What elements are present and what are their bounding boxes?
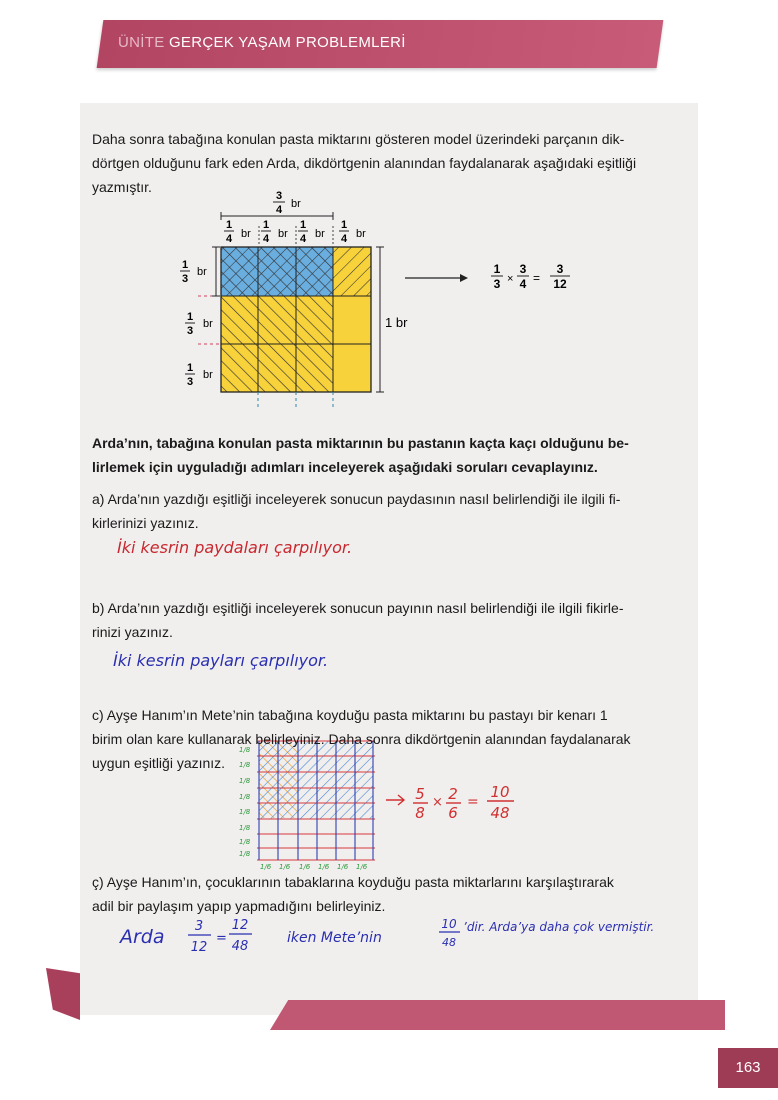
eq-den: 48 — [490, 804, 510, 822]
unit-label: br — [278, 228, 288, 240]
quarter-label — [261, 219, 288, 245]
svg-text:1/8: 1/8 — [239, 850, 251, 858]
unit-label: br — [291, 198, 301, 210]
quarter-label — [339, 219, 366, 245]
quarter-label — [224, 219, 251, 245]
answer-word: iken Mete’nin — [287, 930, 382, 946]
eq-den: 8 — [415, 804, 425, 822]
question-line: c) Ayşe Hanım’ın Mete’nin tabağına koyduğu pasta miktarını bu pastayı bir kenarı 1 — [92, 707, 608, 723]
model1-equation — [405, 262, 570, 291]
frac-den: 4 — [340, 233, 348, 245]
corner-ribbon-bottom — [270, 1000, 725, 1030]
svg-text:1/8: 1/8 — [239, 808, 251, 816]
svg-text:1/6: 1/6 — [260, 863, 272, 871]
frac-num: 1 — [186, 362, 194, 374]
frac-den: 4 — [225, 233, 233, 245]
frac-num: 1 — [225, 219, 233, 231]
eq-den: 12 — [553, 277, 567, 291]
header-unit-prefix: ÜNİTE — [118, 34, 165, 51]
question-line: kirlerinizi yazınız. — [92, 515, 199, 531]
question-line: birim olan kare kullanarak belirleyiniz. Daha sonra dikdörtgenin alanından faydalanarak — [92, 731, 631, 747]
eq-num: 2 — [448, 785, 458, 803]
svg-text:1/6: 1/6 — [318, 863, 330, 871]
question-line: a) Arda’nın yazdığı eşitliği inceleyerek sonucun paydasının nasıl belirlendiği ile ilgili fi- — [92, 491, 621, 507]
page-number: 163 — [718, 1048, 778, 1088]
question-cc — [92, 870, 698, 918]
unit-label: br — [356, 228, 366, 240]
times-sign: × — [432, 795, 443, 810]
frac-num: 1 — [181, 259, 189, 271]
question-line: uygun eşitliği yazınız. — [92, 755, 226, 771]
answer-word: ’dir. Arda’ya daha çok vermiştir. — [463, 920, 655, 934]
qcc-answer — [118, 917, 654, 955]
unit-label: br — [315, 228, 325, 240]
question-line: adil bir paylaşım yapıp yapmadığını belirleyiniz. — [92, 898, 386, 914]
frac-den: 48 — [231, 939, 249, 954]
eq-num: 10 — [490, 783, 510, 801]
arrow-icon — [386, 795, 404, 805]
answer-b-handwritten: İki kesrin payları çarpılıyor. — [113, 651, 329, 670]
svg-text:1/6: 1/6 — [337, 863, 349, 871]
eq-num: 3 — [556, 262, 564, 276]
eq-num: 1 — [493, 262, 501, 276]
frac-den: 3 — [181, 273, 189, 285]
unit-label: br — [203, 369, 213, 381]
question-a — [92, 487, 698, 535]
frac-den: 3 — [186, 325, 194, 337]
instruction-paragraph — [92, 431, 698, 479]
frac-num: 1 — [299, 219, 307, 231]
eq-num: 5 — [415, 785, 425, 803]
frac-den: 4 — [262, 233, 270, 245]
svg-text:1/6: 1/6 — [279, 863, 291, 871]
model2-equation — [386, 783, 514, 822]
times-sign: × — [507, 273, 514, 285]
model1-square — [198, 247, 408, 410]
frac-den: 3 — [186, 376, 194, 388]
frac-num: 3 — [275, 190, 283, 202]
eq-den: 6 — [448, 804, 458, 822]
question-line: ç) Ayşe Hanım’ın, çocuklarının tabaklarına koyduğu pasta miktarlarını karşılaştırarak — [92, 874, 614, 890]
question-c — [92, 703, 698, 775]
intro-line: Daha sonra tabağına konulan pasta miktarını gösteren model üzerindeki parçanın dik- — [92, 131, 625, 147]
frac-num: 12 — [231, 918, 249, 933]
answer-a-handwritten: İki kesrin paydaları çarpılıyor. — [117, 538, 353, 557]
svg-text:1/6: 1/6 — [356, 863, 368, 871]
frac-den: 4 — [275, 204, 283, 216]
eq-den: 3 — [493, 277, 501, 291]
frac-num: 1 — [186, 311, 194, 323]
svg-text:1/8: 1/8 — [239, 838, 251, 846]
quarter-label — [298, 219, 325, 245]
unit-label: br — [203, 318, 213, 330]
frac-num: 10 — [441, 917, 457, 931]
instruction-line: Arda’nın, tabağına konulan pasta miktarının bu pastanın kaçta kaçı olduğunu be- — [92, 435, 629, 451]
svg-text:1/8: 1/8 — [239, 793, 251, 801]
frac-den: 4 — [299, 233, 307, 245]
third-label — [185, 362, 213, 388]
side-label: 1 br — [385, 315, 408, 330]
svg-text:1/8: 1/8 — [239, 824, 251, 832]
frac-den: 12 — [190, 940, 208, 955]
equals-sign: = — [533, 271, 541, 285]
frac-num: 1 — [340, 219, 348, 231]
model1-top-measure — [221, 190, 333, 220]
intro-line: yazmıştır. — [92, 179, 152, 195]
svg-text:1/8: 1/8 — [239, 761, 251, 769]
frac-den: 48 — [442, 936, 456, 949]
eq-den: 4 — [519, 277, 527, 291]
header-title-text: GERÇEK YAŞAM PROBLEMLERİ — [168, 34, 406, 51]
model1-third-labels — [180, 259, 213, 388]
frac-num: 1 — [262, 219, 270, 231]
svg-text:1/8: 1/8 — [239, 746, 251, 754]
svg-text:1/6: 1/6 — [299, 863, 311, 871]
intro-line: dörtgen olduğunu fark eden Arda, dikdörtgenin alanından faydalanarak aşağıdaki eşitliği — [92, 155, 637, 171]
question-b — [92, 596, 698, 644]
answer-word: Arda — [120, 926, 165, 948]
model1-quarter-labels — [224, 219, 366, 245]
unit-label: br — [197, 266, 207, 278]
svg-text:1/8: 1/8 — [239, 777, 251, 785]
unit-label: br — [241, 228, 251, 240]
arrow-head-icon — [460, 274, 468, 282]
eq-num: 3 — [519, 262, 527, 276]
third-label — [185, 311, 213, 337]
frac-num: 3 — [194, 919, 204, 934]
third-label — [180, 259, 207, 285]
question-line: rinizi yazınız. — [92, 624, 173, 640]
instruction-line: lirlemek için uyguladığı adımları inceleyerek aşağıdaki soruları cevaplayınız. — [92, 459, 598, 475]
equals-sign: = — [467, 794, 479, 810]
equals-sign: = — [216, 931, 227, 946]
question-line: b) Arda’nın yazdığı eşitliği inceleyerek sonucun payının nasıl belirlendiği ile ilgili fikirle- — [92, 600, 624, 616]
